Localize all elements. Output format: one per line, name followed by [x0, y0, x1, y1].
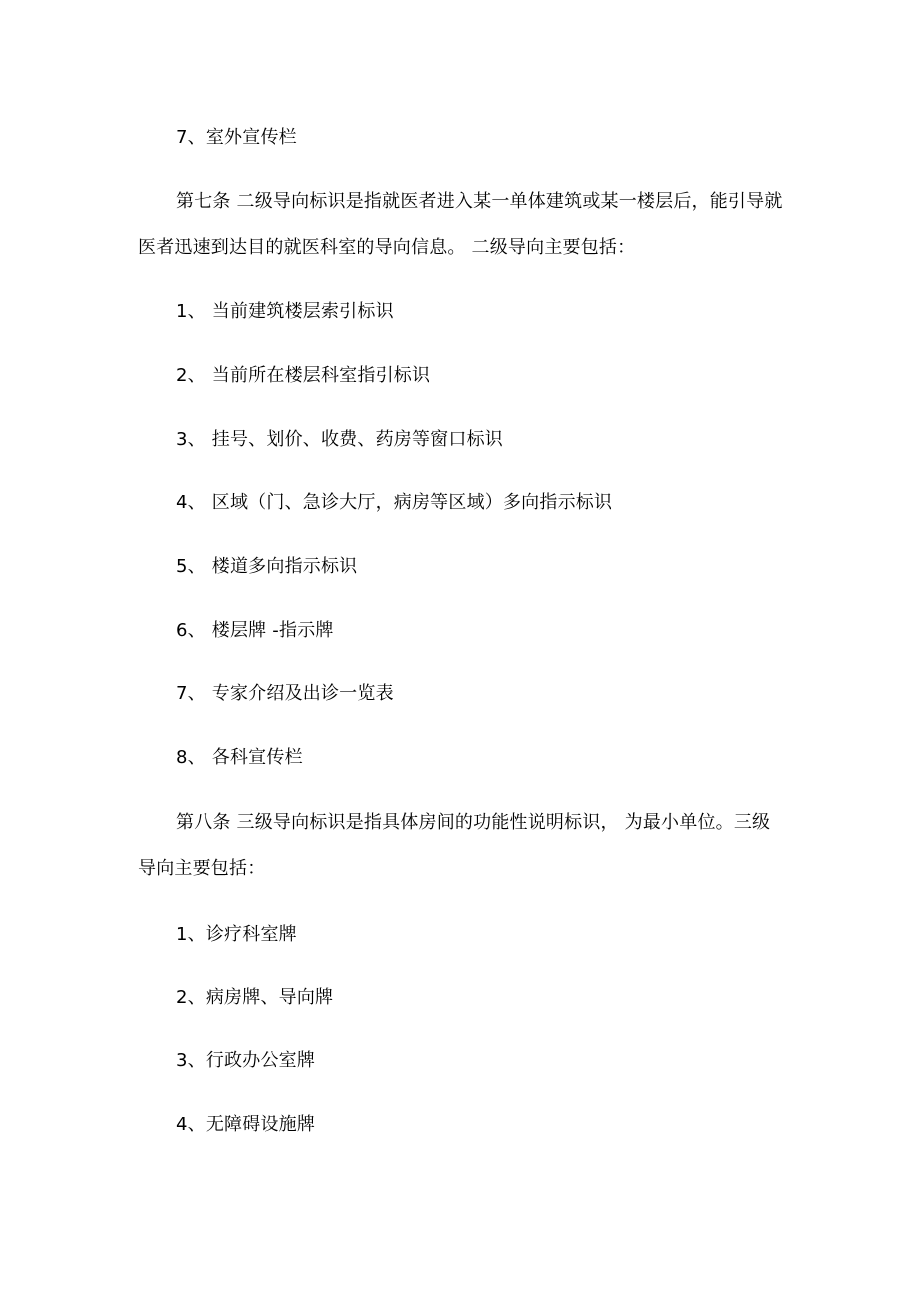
level2-item-7: 7、 专家介绍及出诊一览表 [176, 683, 394, 704]
level3-item-2: 2、病房牌、导向牌 [176, 987, 334, 1008]
level2-item-2: 2、 当前所在楼层科室指引标识 [176, 365, 431, 386]
article-7-paragraph: 第七条 二级导向标识是指就医者进入某一单体建筑或某一楼层后，能引导就医者迅速到达目的就医科室的导向信息。 二级导向主要包括： [138, 191, 783, 258]
level2-item-1: 1、 当前建筑楼层索引标识 [176, 301, 394, 322]
level3-item-1: 1、诊疗科室牌 [176, 924, 297, 945]
article-8-paragraph: 第八条 三级导向标识是指具体房间的功能性说明标识， 为最小单位。三级导向主要包括： [138, 812, 771, 879]
level2-item-3: 3、 挂号、划价、收费、药房等窗口标识 [176, 429, 503, 450]
level2-item-5: 5、 楼道多向指示标识 [176, 556, 358, 577]
list-item-outdoor-board: 7、室外宣传栏 [176, 127, 297, 148]
level2-item-6: 6、 楼层牌 -指示牌 [176, 620, 334, 641]
level2-item-8: 8、 各科宣传栏 [176, 747, 303, 768]
level2-item-4: 4、 区域（门、急诊大厅，病房等区域）多向指示标识 [176, 492, 613, 513]
level3-item-3: 3、行政办公室牌 [176, 1050, 316, 1071]
level3-item-4: 4、无障碍设施牌 [176, 1114, 316, 1135]
